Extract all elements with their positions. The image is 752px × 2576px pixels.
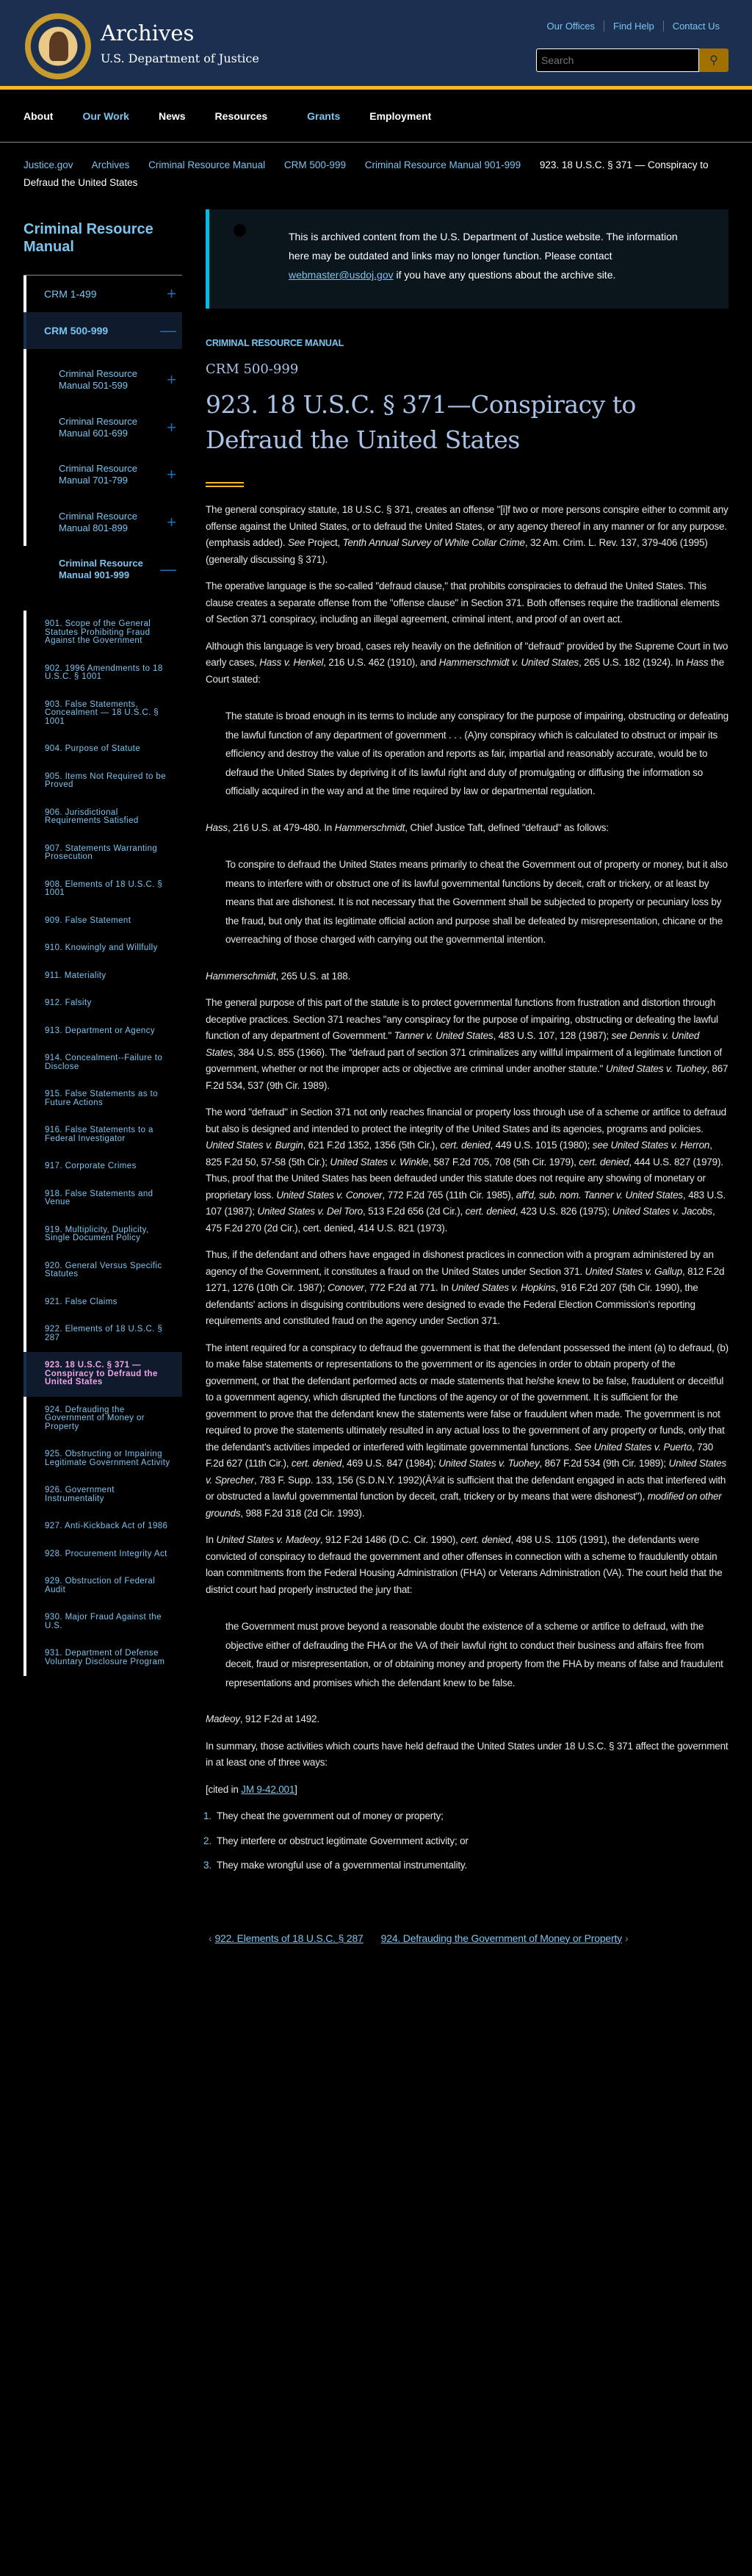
sidebar-item[interactable]: 901. Scope of the General Statutes Prohibiting Fraud Against the Government xyxy=(24,611,182,655)
sidebar-item[interactable]: 919. Multiplicity, Duplicity, Single Document Policy xyxy=(24,1217,182,1253)
sidebar-item[interactable]: 924. Defrauding the Government of Money or Property xyxy=(24,1397,182,1442)
case-citation: Hammerschmidt xyxy=(206,970,276,982)
sidebar-item[interactable]: 907. Statements Warranting Prosecution xyxy=(24,835,182,871)
our-offices-link[interactable]: Our Offices xyxy=(546,21,596,32)
sidebar-item[interactable]: 906. Jurisdictional Requirements Satisfied xyxy=(24,799,182,835)
chevron-right-icon: › xyxy=(624,1932,629,1944)
sidebar-nav xyxy=(24,220,182,1676)
main-content xyxy=(203,209,728,1946)
sidebar-item[interactable]: 927. Anti-Kickback Act of 1986 xyxy=(24,1513,182,1541)
block-quote: To conspire to defraud the United States means primarily to cheat the Government out of property or money, but it also means to interfere with or obstruct one of its lawful governmental functions by deceit, craft or trickery, or at least by means that are dishonest. It is not necessary that the Government shall be subjected to property or pecuniary loss by the fraud, but only that its legitimate official action and purpose shall be defeated by misrepresentation, chicane or the overreaching of those charged with carrying out the governmental intention. xyxy=(225,859,728,945)
paragraph xyxy=(206,995,728,1094)
text-run: In xyxy=(206,1534,217,1545)
text-run: , 587 F.2d 705, 708 (5th Cir. 1979), xyxy=(428,1156,579,1168)
paragraph xyxy=(206,820,728,837)
pager xyxy=(206,1930,728,1947)
search-button[interactable] xyxy=(699,48,728,72)
site-header xyxy=(0,0,752,90)
sidebar-item[interactable]: 928. Procurement Integrity Act xyxy=(24,1541,182,1569)
article-body xyxy=(203,502,728,1946)
text-run: The general conspiracy statute, 18 U.S.C. § 371, creates an offense "[i]f two or more persons conspire either to commit any offense against the United States, or to defraud the United States, or any agency thereof in any manner or for any purpose. (emphasis added). xyxy=(206,504,728,548)
case-citation: United States v. Tuohey xyxy=(605,1063,707,1074)
block-quote: the Government must prove beyond a reasonable doubt the existence of a scheme or artifice to defraud, with the objective either of defrauding the FHA or the VA of their lawful right to conduct their business and affairs free from deceit, fraud or misrepresentation, or of obtaining money and property from the FHA by means of false and fraudulent representations and promises which the defendant knew to be false. xyxy=(225,1621,723,1688)
text-run: , 498 U.S. 1105 (1991), the defendants were convicted of conspiracy to defraud the government and other offenses in connection with a scheme to fraudulently obtain loan commitments from the Federal Housing Administration (FHA) or Veterans Administration (VA). The court held that the district court had properly instructed the jury that: xyxy=(206,1534,723,1595)
text-run: , 772 F.2d 765 (11th Cir. 1985), xyxy=(382,1189,516,1201)
plus-icon[interactable]: + xyxy=(167,370,176,389)
list-text: They interfere or obstruct legitimate Government activity; or xyxy=(217,1835,469,1846)
text-run: , 483 U.S. 107 (1987); xyxy=(206,1189,726,1217)
case-citation: United States v. Conover xyxy=(276,1189,383,1201)
case-citation: United States v. Madeoy xyxy=(216,1534,320,1545)
sub-label: Criminal Resource Manual 801-899 xyxy=(59,510,137,533)
alert-text-end: if you have any questions about the archive site. xyxy=(393,269,616,281)
sidebar-item[interactable]: 917. Corporate Crimes xyxy=(24,1153,182,1181)
info-icon xyxy=(234,224,246,237)
case-citation: United States v. Del Toro xyxy=(257,1206,363,1217)
sidebar-sub-801-899[interactable] xyxy=(24,499,182,547)
breadcrumb-crm-901-999[interactable]: Criminal Resource Manual 901-999 xyxy=(364,159,521,170)
text-run: the Court stated: xyxy=(206,657,725,685)
plus-icon[interactable]: + xyxy=(167,465,176,484)
sidebar-item[interactable]: 923. 18 U.S.C. § 371 — Conspiracy to Defraud the United States xyxy=(24,1352,182,1397)
paragraph xyxy=(206,968,728,985)
utility-nav xyxy=(538,21,728,32)
alert-text: This is archived content from the U.S. Department of Justice website. The information here may be outdated and links may no longer function. Please contact xyxy=(289,231,678,262)
text-run: , 384 U.S. 855 (1966). The "defraud part of section 371 criminalizes any willful impairment of a legitimate function of government, whether or not the improper acts or objective are criminal under another statute." xyxy=(206,1046,722,1074)
text-run: , 513 F.2d 656 (2d Cir.), xyxy=(362,1206,466,1217)
text-run: , 414 U.S. 821 (1973). xyxy=(352,1222,448,1234)
paragraph xyxy=(206,1340,728,1522)
sidebar-item[interactable]: 903. False Statements, Concealment — 18 U.S.C. § 1001 xyxy=(24,691,182,736)
text-run: , 423 U.S. 826 (1975); xyxy=(515,1206,612,1217)
sidebar-sub-701-799[interactable] xyxy=(24,451,182,499)
case-citation: Hass xyxy=(206,821,228,833)
text-run: , 621 F.2d 1352, 1356 (5th Cir.), xyxy=(303,1140,441,1151)
sidebar-item[interactable]: 931. Department of Defense Voluntary Disclosure Program xyxy=(24,1640,182,1676)
cite-suffix: ] xyxy=(294,1783,297,1795)
paragraph xyxy=(206,1104,728,1237)
site-subtitle: U.S. Department of Justice xyxy=(101,51,259,65)
sidebar-item[interactable]: 926. Government Instrumentality xyxy=(24,1477,182,1513)
text-run: , 916 F.2d 207 (5th Cir. 1990), the defendants' actions in disguising contributions were designed to evade the Federal Election Commission's reporting requirements and constituted fraud on the agency under Section 371. xyxy=(206,1282,698,1326)
sidebar-title: Criminal Resource Manual xyxy=(24,221,153,255)
case-citation: Hass xyxy=(686,657,709,668)
text-run: , 216 U.S. at 479-480. In xyxy=(227,821,335,833)
case-citation: cert. denied xyxy=(291,1458,342,1469)
list-text: They make wrongful use of a governmental instrumentality. xyxy=(217,1860,468,1871)
case-citation: United States v. Jacobs xyxy=(612,1206,712,1217)
plus-icon[interactable]: + xyxy=(167,417,176,436)
case-citation: United States v. Tuohey xyxy=(438,1458,540,1469)
case-citation: United States v. Hopkins xyxy=(451,1282,556,1293)
sidebar-item[interactable]: 922. Elements of 18 U.S.C. § 287 xyxy=(24,1316,182,1352)
nav-news[interactable]: News xyxy=(158,109,186,122)
text-run: Thus, if the defendant and others have engaged in dishonest practices in connection with a program administered by an agency of the Government, it constitutes a fraud on the United States under Section 371. xyxy=(206,1249,714,1277)
case-citation: see United States v. Herron xyxy=(592,1140,710,1151)
case-citation: Tenth Annual Survey of White Collar Crime xyxy=(342,537,525,548)
sidebar-item[interactable]: 916. False Statements to a Federal Investigator xyxy=(24,1117,182,1153)
sidebar-item[interactable]: 905. Items Not Required to be Proved xyxy=(24,763,182,799)
case-citation: see Dennis v. United States xyxy=(206,1030,700,1058)
paragraph xyxy=(206,502,728,568)
text-run: , 772 F.2d at 771. In xyxy=(364,1282,452,1293)
breadcrumb-current: 923. 18 U.S.C. § 371 — Conspiracy to Defraud the United States xyxy=(24,159,709,188)
list-item xyxy=(203,1857,728,1874)
text-run: Although this language is very broad, cases rely heavily on the definition of "defraud" provided by the Supreme Court in two early cases, xyxy=(206,640,728,668)
text-run: , 867 F.2d 534 (9th Cir. 1989); xyxy=(539,1458,669,1469)
sub-label: Criminal Resource Manual 601-699 xyxy=(59,415,137,439)
page-title: 923. 18 U.S.C. § 371—Conspiracy to Defraud the United States xyxy=(206,390,636,454)
list-item xyxy=(203,1833,728,1850)
sidebar-item[interactable]: 918. False Statements and Venue xyxy=(24,1181,182,1217)
sidebar-item[interactable]: 904. Purpose of Statute xyxy=(24,735,182,763)
text-run: The word "defraud" in Section 371 not only reaches financial or property loss through use of a scheme or artifice to defraud but also is designed and intended to protect the integrity of the United States and its agencies, programs and policies. xyxy=(206,1107,726,1134)
paragraph: In summary, those activities which courts have held defraud the United States under 18 U.S.C. § 371 affect the government in at least one of three ways: xyxy=(206,1740,728,1768)
case-citation: United States v. Winkle xyxy=(330,1156,429,1168)
search-form xyxy=(536,48,728,72)
text-run: , 912 F.2d at 1492. xyxy=(239,1713,319,1724)
doj-seal-logo[interactable] xyxy=(25,13,91,79)
sidebar-sub-901-999[interactable] xyxy=(24,546,182,593)
case-citation: Hammerschmidt v. United States xyxy=(438,657,579,668)
case-citation: Hass v. Henkel xyxy=(259,657,324,668)
text-run: , 449 U.S. 1015 (1980); xyxy=(490,1140,593,1151)
section-subtitle: CRM 500-999 xyxy=(206,361,299,377)
text-run: , 483 U.S. 107, 128 (1987); xyxy=(493,1030,612,1041)
text-run: , 867 F.2d 534, 537 (9th Cir. 1989). xyxy=(206,1063,728,1091)
prev-page-link[interactable]: 922. Elements of 18 U.S.C. § 287 xyxy=(214,1932,364,1944)
minus-icon[interactable]: — xyxy=(160,321,176,339)
breadcrumb-justice-gov[interactable]: Justice.gov xyxy=(24,159,73,170)
text-run: , 469 U.S. 847 (1984); xyxy=(341,1458,439,1469)
list-number: 1. xyxy=(203,1810,212,1821)
sidebar-section-crm-500-999[interactable] xyxy=(24,312,182,349)
plus-icon[interactable]: + xyxy=(167,284,176,303)
sidebar-item[interactable]: 912. Falsity xyxy=(24,990,182,1018)
list-number: 3. xyxy=(203,1860,212,1871)
breadcrumb-crm[interactable]: Criminal Resource Manual xyxy=(148,159,266,170)
site-title[interactable]: Archives xyxy=(101,21,195,46)
text-run: , 783 F. Supp. 133, 156 (S.D.N.Y. 1992)(Ā¾it is sufficient that the defendant engaged in acts that interfered with or obstructed a lawful governmental function by deceit, craft, trickery or by means that were dishonest"), xyxy=(206,1474,726,1502)
nav-about[interactable]: About xyxy=(24,109,54,122)
sidebar-item[interactable]: 909. False Statement xyxy=(24,907,182,935)
paragraph xyxy=(206,1247,728,1330)
sidebar-item[interactable]: 910. Knowingly and Willfully xyxy=(24,935,182,963)
eyebrow-label[interactable]: CRIMINAL RESOURCE MANUAL xyxy=(206,338,344,348)
section-label: CRM 500-999 xyxy=(44,325,109,337)
jm-9-42-001-link[interactable]: JM 9-42.001 xyxy=(241,1783,295,1795)
webmaster-email-link[interactable]: webmaster@usdoj.gov xyxy=(289,269,394,281)
main-nav xyxy=(0,90,752,143)
citation xyxy=(206,1782,728,1799)
case-citation: Conover xyxy=(328,1282,364,1293)
case-citation: Tanner v. United States xyxy=(394,1030,494,1041)
block-quote: The statute is broad enough in its terms to include any conspiracy for the purpose of impairing, obstructing or defeating the lawful function of any department of government . . . (A)ny conspiracy which is calculated to obstruct or impair its efficiency and destroy the value of its operation and reports as fair, impartial and reasonably accurate, would be to defraud the United States by depriving it of its lawful right and duty of promulgating or diffusing the information so officially acquired in the way and at the time required by law or departmental regulation. xyxy=(225,710,728,796)
breadcrumb-crm-500-999[interactable]: CRM 500-999 xyxy=(283,159,346,170)
list-item xyxy=(203,1808,728,1825)
case-citation: aff'd, sub. nom. Tanner v. United States xyxy=(516,1189,683,1201)
case-citation: cert. denied xyxy=(465,1206,516,1217)
minus-icon[interactable]: — xyxy=(160,560,176,578)
text-run: , Chief Justice Taft, defined "defraud" as follows: xyxy=(405,821,609,833)
text-run: The general purpose of this part of the statute is to protect governmental functions from frustration and distortion through deceptive practices. Section 371 reaches "any conspiracy for the purpose of impairing, obstructing or defeating the lawful function of any department of Government." xyxy=(206,997,718,1041)
sidebar-section-crm-1-499[interactable] xyxy=(24,276,182,312)
case-citation: cert. denied xyxy=(440,1140,491,1151)
case-citation: modified on other grounds xyxy=(206,1491,722,1519)
case-citation: cert. denied xyxy=(579,1156,629,1168)
summary-list xyxy=(203,1808,728,1874)
breadcrumb-archives[interactable]: Archives xyxy=(91,159,130,170)
section-label: CRM 1-499 xyxy=(44,288,97,300)
sidebar-item[interactable]: 908. Elements of 18 U.S.C. § 1001 xyxy=(24,871,182,907)
nav-our-work[interactable]: Our Work xyxy=(82,109,129,122)
magnifier-icon: ⚲ xyxy=(709,54,718,67)
nav-grants[interactable]: Grants xyxy=(307,109,341,122)
case-citation: United States v. Gallup xyxy=(585,1265,683,1277)
text-run: , 265 U.S. 182 (1924). In xyxy=(578,657,687,668)
paragraph xyxy=(206,1532,728,1598)
text-run: , 812 F.2d 1271, 1276 (10th Cir. 1987); xyxy=(206,1265,725,1293)
case-citation: United States v. Burgin xyxy=(206,1140,303,1151)
sidebar-item[interactable]: 920. General Versus Specific Statutes xyxy=(24,1253,182,1289)
text-run: , 730 F.2d 627 (11th Cir.), xyxy=(206,1441,714,1469)
sidebar-item[interactable]: 914. Concealment--Failure to Disclose xyxy=(24,1045,182,1081)
eagle-icon xyxy=(49,32,68,61)
case-citation: Hammerschmidt xyxy=(334,821,405,833)
nav-employment[interactable]: Employment xyxy=(369,109,432,122)
text-run: , 444 U.S. 827 (1979). Thus, proof that the United States has been defrauded under this statute does not require any showing of monetary or proprietary loss. xyxy=(206,1156,723,1201)
case-citation: See United States v. Puerto xyxy=(574,1441,693,1453)
chevron-left-icon: ‹ xyxy=(209,1932,212,1944)
sidebar-item[interactable]: 915. False Statements as to Future Actions xyxy=(24,1081,182,1117)
sub-label: Criminal Resource Manual 901-999 xyxy=(59,558,143,580)
next-page-link[interactable]: 924. Defrauding the Government of Money or Property xyxy=(380,1932,622,1944)
paragraph xyxy=(206,1711,728,1728)
text-run: , 912 F.2d 1486 (D.C. Cir. 1990), xyxy=(319,1534,461,1545)
sidebar-item-list xyxy=(24,611,182,1676)
sidebar-sub-501-599[interactable] xyxy=(24,356,182,404)
archive-alert xyxy=(206,209,728,309)
sidebar-item[interactable]: 911. Materiality xyxy=(24,963,182,990)
paragraph: The operative language is the so-called "defraud clause," that prohibits conspiracies to defraud the United States. This clause creates a separate offense from the "offense clause" in Section 371. Both offenses require the traditional elements of Section 371 conspiracy, including an illegal agreement, criminal intent, and proof of an overt act. xyxy=(206,580,720,625)
sub-label: Criminal Resource Manual 501-599 xyxy=(59,368,137,392)
text-run: , 32 Am. Crim. L. Rev. 137, 379-406 (1995)(generally discussing § 371). xyxy=(206,537,708,565)
list-number: 2. xyxy=(203,1835,212,1846)
text-run: , 265 U.S. at 188. xyxy=(275,970,351,982)
contact-us-link[interactable]: Contact Us xyxy=(663,21,728,32)
search-input[interactable] xyxy=(536,48,699,72)
text-run: , 475 F.2d 270 (2d Cir.), xyxy=(206,1206,715,1234)
title-divider xyxy=(206,482,244,487)
text-run: The intent required for a conspiracy to defraud the government is that the defendant possessed the intent (a) to defraud, (b) to make false statements or representations to the government or its agencies in order to obtain property of the government, or that the defendant performed acts or made statements that he/she knew to be false, fraudulent or deceitful to a government agency, which disrupted the functions of the agency or of the government. It is sufficient for the government to prove that the defendant knew the statements were false or fraudulent when made. The government is not required to prove the statements ultimately resulted in any actual loss to the government of any property or funds, only that the defendant's activities impeded or interfered with legitimate governmental functions. xyxy=(206,1342,728,1453)
case-citation: United States v. Sprecher xyxy=(206,1458,726,1486)
sub-label: Criminal Resource Manual 701-799 xyxy=(59,463,137,486)
text-run: , 825 F.2d 50, 57-58 (5th Cir.); xyxy=(206,1140,712,1168)
case-citation: See xyxy=(287,537,306,548)
sidebar-item[interactable]: 929. Obstruction of Federal Audit xyxy=(24,1568,182,1604)
find-help-link[interactable]: Find Help xyxy=(604,21,663,32)
sidebar-item[interactable]: 913. Department or Agency xyxy=(24,1018,182,1046)
sidebar-item[interactable]: 925. Obstructing or Impairing Legitimate Government Activity xyxy=(24,1441,182,1477)
text-run: , 216 U.S. 462 (1910), and xyxy=(323,657,439,668)
text-run: , 988 F.2d 318 (2d Cir. 1993). xyxy=(240,1507,365,1519)
text-run: Project, xyxy=(305,537,343,548)
paragraph xyxy=(206,638,728,688)
breadcrumb xyxy=(0,143,752,194)
case-citation: Madeoy xyxy=(206,1713,240,1724)
text-run: cert. denied xyxy=(303,1222,353,1234)
cite-prefix: [cited in xyxy=(206,1783,242,1795)
case-citation: cert. denied xyxy=(460,1534,511,1545)
nav-resources[interactable]: Resources xyxy=(214,109,268,122)
sidebar-sub-601-699[interactable] xyxy=(24,404,182,452)
sidebar-item[interactable]: 902. 1996 Amendments to 18 U.S.C. § 1001 xyxy=(24,655,182,691)
list-text: They cheat the government out of money or property; xyxy=(217,1810,444,1821)
sidebar-item[interactable]: 921. False Claims xyxy=(24,1289,182,1317)
plus-icon[interactable]: + xyxy=(167,512,176,531)
sidebar-item[interactable]: 930. Major Fraud Against the U.S. xyxy=(24,1604,182,1640)
